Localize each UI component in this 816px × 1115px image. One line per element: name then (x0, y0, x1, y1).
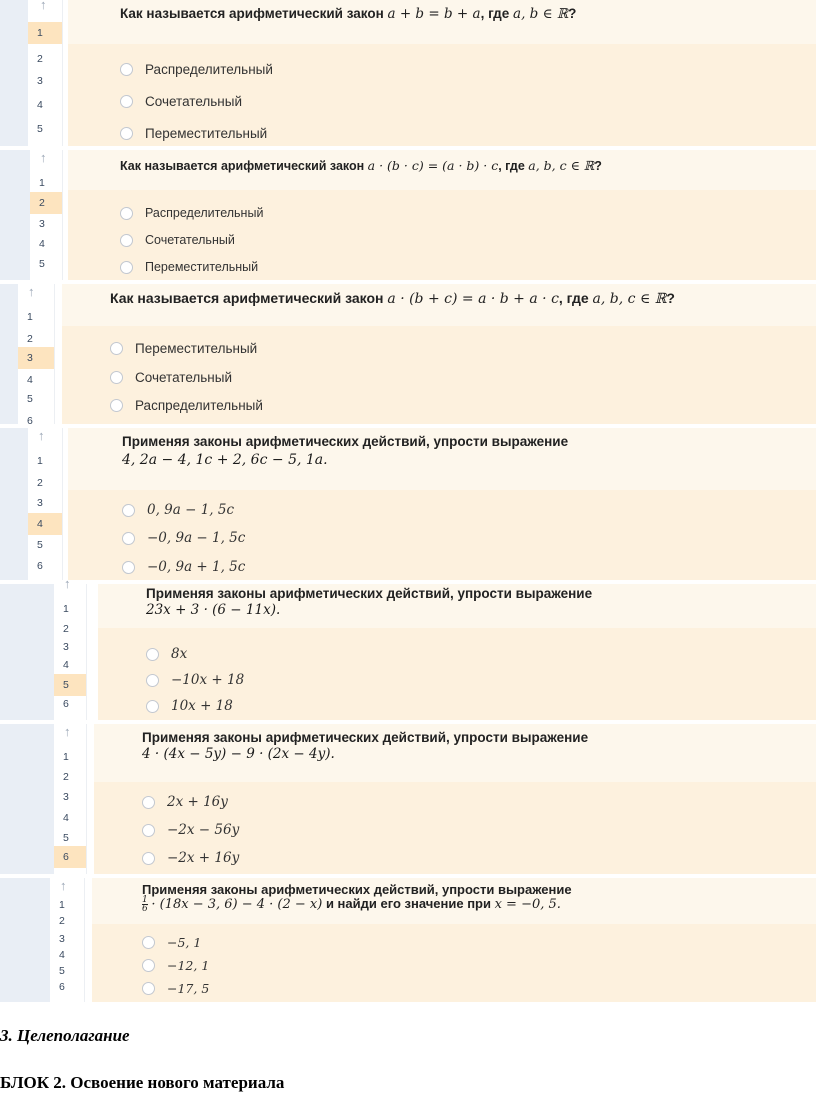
answer-option[interactable] (110, 341, 257, 356)
question-nav-item[interactable]: 4 (37, 99, 43, 111)
question-nav-item[interactable]: 5 (37, 539, 43, 551)
arrow-up-icon[interactable]: ↑ (38, 428, 45, 443)
radio-circle-icon[interactable] (142, 852, 155, 865)
question-nav-item[interactable]: 4 (59, 949, 65, 961)
left-rail (0, 724, 54, 874)
question-nav-item[interactable]: 3 (37, 75, 43, 87)
option-label: Распределительный (135, 398, 263, 413)
question-expression: $\frac{1}{6}$ · (18x − 3, 6) − 4 · (2 − x) и найди его значение при x = −0, 5. (142, 895, 561, 915)
radio-circle-icon[interactable] (142, 936, 155, 949)
radio-circle-icon[interactable] (120, 95, 133, 108)
question-text: Применяя законы арифметических действий, упрости выражение (122, 434, 569, 449)
radio-circle-icon[interactable] (110, 342, 123, 355)
radio-circle-icon[interactable] (142, 959, 155, 972)
question-text: Как называется арифметический закон a · (b + c) = a · b + a · c, где a, b, c ∈ ℝ? (110, 290, 675, 307)
question-nav-item[interactable]: 1 (63, 603, 69, 615)
quiz-card-4 (0, 428, 816, 580)
question-nav-item[interactable]: 6 (27, 415, 33, 427)
arrow-up-icon[interactable]: ↑ (64, 576, 71, 591)
option-label: 8x (171, 646, 188, 662)
question-nav-item[interactable]: 5 (59, 965, 65, 977)
option-label: −12, 1 (167, 958, 210, 973)
option-label: −10x + 18 (171, 672, 245, 688)
question-nav-item[interactable]: 4 (39, 238, 45, 250)
arrow-up-icon[interactable]: ↑ (64, 724, 71, 739)
option-label: Распределительный (145, 62, 273, 77)
question-nav-item[interactable]: 1 (63, 751, 69, 763)
question-expression: 23x + 3 · (6 − 11x). (146, 602, 281, 618)
answer-option[interactable] (142, 981, 209, 996)
radio-circle-icon[interactable] (122, 532, 135, 545)
question-nav-item[interactable]: 4 (27, 374, 33, 386)
question-text: Применяя законы арифметических действий, упрости выражение (142, 882, 572, 897)
question-nav-item[interactable]: 5 (27, 393, 33, 405)
answer-option[interactable] (122, 502, 234, 518)
question-nav-item[interactable]: 4 (63, 659, 69, 671)
radio-circle-icon[interactable] (146, 700, 159, 713)
question-nav-item[interactable]: 3 (63, 791, 69, 803)
left-rail (0, 878, 50, 1002)
left-rail (0, 284, 18, 424)
arrow-up-icon[interactable]: ↑ (60, 878, 67, 893)
answer-option[interactable] (120, 260, 258, 274)
arrow-up-icon[interactable]: ↑ (40, 0, 47, 12)
question-expression: 4, 2a − 4, 1c + 2, 6c − 5, 1a. (122, 452, 328, 468)
option-label: 0, 9a − 1, 5c (147, 502, 235, 518)
option-label: −0, 9a − 1, 5c (147, 530, 246, 546)
answer-option[interactable] (110, 370, 232, 385)
left-rail (0, 0, 28, 146)
answer-option[interactable] (146, 646, 187, 662)
answer-option[interactable] (120, 62, 273, 77)
option-label: Сочетательный (145, 94, 242, 109)
section-heading-block: БЛОК 2. Освоение нового материала (0, 1073, 285, 1092)
question-text: Как называется арифметический закон a · (b · c) = (a · b) · c, где a, b, c ∈ ℝ? (120, 158, 602, 173)
radio-circle-icon[interactable] (120, 261, 133, 274)
radio-circle-icon[interactable] (146, 648, 159, 661)
option-label: 2x + 16y (167, 794, 228, 810)
answer-option[interactable] (120, 94, 242, 109)
option-label: Распределительный (145, 206, 264, 220)
answer-option[interactable] (120, 126, 267, 141)
option-label: Сочетательный (135, 370, 232, 385)
question-text: Применяя законы арифметических действий, упрости выражение (142, 730, 589, 745)
fraction-denominator: 6 (142, 904, 148, 915)
question-nav-item[interactable]: 2 (63, 623, 69, 635)
answer-option[interactable] (142, 935, 201, 950)
question-nav-item[interactable]: 6 (63, 698, 69, 710)
question-nav-item[interactable]: 2 (59, 915, 65, 927)
question-nav-item[interactable]: 5 (54, 674, 86, 696)
answer-option[interactable] (120, 206, 263, 220)
option-label: −5, 1 (167, 935, 202, 950)
radio-circle-icon[interactable] (120, 207, 133, 220)
question-text: Как называется арифметический закон a + b = b + a, где a, b ∈ ℝ? (120, 6, 577, 22)
question-nav-item[interactable]: 2 (37, 477, 43, 489)
quiz-card-5 (0, 576, 816, 720)
question-nav-item[interactable]: 6 (59, 981, 65, 993)
quiz-card-3 (0, 284, 816, 427)
radio-circle-icon[interactable] (122, 561, 135, 574)
answer-option[interactable] (142, 958, 209, 973)
answer-option[interactable] (122, 559, 245, 575)
option-label: 10x + 18 (171, 698, 233, 714)
option-label: Переместительный (145, 260, 259, 274)
option-label: −0, 9a + 1, 5c (147, 559, 246, 575)
quiz-card-2 (0, 150, 816, 280)
answer-option[interactable] (120, 233, 235, 247)
question-nav-item[interactable]: 3 (37, 497, 43, 509)
radio-circle-icon[interactable] (142, 982, 155, 995)
answer-option[interactable] (146, 698, 233, 714)
left-rail (0, 150, 30, 280)
question-nav-item[interactable]: 4 (63, 812, 69, 824)
arrow-up-icon[interactable]: ↑ (28, 284, 35, 299)
question-nav-item[interactable]: 1 (37, 455, 43, 467)
question-nav-item[interactable]: 3 (39, 218, 45, 230)
question-nav-item[interactable]: 2 (37, 53, 43, 65)
question-nav-item[interactable]: 5 (63, 832, 69, 844)
question-nav-item[interactable]: 2 (63, 771, 69, 783)
question-nav-item[interactable]: 5 (39, 258, 45, 270)
left-rail (0, 428, 28, 580)
fraction-numerator: 1 (142, 895, 148, 906)
question-expression: 4 · (4x − 5y) − 9 · (2x − 4y). (142, 746, 335, 762)
question-nav-item[interactable]: 3 (63, 641, 69, 653)
radio-circle-icon[interactable] (142, 796, 155, 809)
radio-circle-icon[interactable] (120, 63, 133, 76)
answer-option[interactable] (110, 398, 263, 413)
question-nav (30, 150, 63, 280)
question-nav-item[interactable]: 5 (37, 123, 43, 135)
option-label: −2x + 16y (167, 850, 240, 866)
question-nav (28, 0, 63, 146)
quiz-card-1 (0, 0, 816, 146)
radio-circle-icon[interactable] (146, 674, 159, 687)
option-label: Сочетательный (145, 233, 235, 247)
question-nav-item[interactable]: 1 (59, 899, 65, 911)
question-nav-item[interactable]: 3 (59, 933, 65, 945)
radio-circle-icon[interactable] (120, 127, 133, 140)
option-label: −2x − 56y (167, 822, 240, 838)
question-nav-item[interactable]: 3 (18, 347, 54, 369)
question-nav-item[interactable]: 6 (37, 560, 43, 572)
radio-circle-icon[interactable] (120, 234, 133, 247)
question-nav-item[interactable]: 6 (54, 846, 86, 868)
quiz-card-7 (0, 878, 816, 1002)
question-nav (54, 576, 87, 720)
question-nav (18, 284, 55, 427)
question-nav-item[interactable]: 2 (30, 192, 62, 214)
option-label: −17, 5 (167, 981, 210, 996)
question-nav (54, 724, 87, 874)
question-nav (50, 878, 85, 1002)
question-nav-item[interactable]: 1 (39, 177, 45, 189)
answer-option[interactable] (146, 672, 244, 688)
answer-option[interactable] (142, 850, 239, 866)
answer-option[interactable] (122, 530, 245, 546)
answer-option[interactable] (142, 794, 228, 810)
quiz-card-6 (0, 724, 816, 874)
question-nav-item[interactable]: 1 (28, 22, 62, 44)
question-text: Применяя законы арифметических действий, упрости выражение (146, 586, 593, 601)
question-nav (28, 428, 63, 580)
radio-circle-icon[interactable] (142, 824, 155, 837)
question-nav-item[interactable]: 4 (28, 513, 62, 535)
radio-circle-icon[interactable] (122, 504, 135, 517)
option-label: Переместительный (135, 341, 258, 356)
left-rail (0, 584, 54, 720)
question-nav-item[interactable]: 1 (27, 311, 33, 323)
radio-circle-icon[interactable] (110, 399, 123, 412)
option-label: Переместительный (145, 126, 268, 141)
radio-circle-icon[interactable] (110, 371, 123, 384)
answer-option[interactable] (142, 822, 239, 838)
question-nav-item[interactable]: 2 (27, 333, 33, 345)
section-heading-goal: 3. Целеполагание (0, 1026, 130, 1045)
arrow-up-icon[interactable]: ↑ (40, 150, 47, 165)
